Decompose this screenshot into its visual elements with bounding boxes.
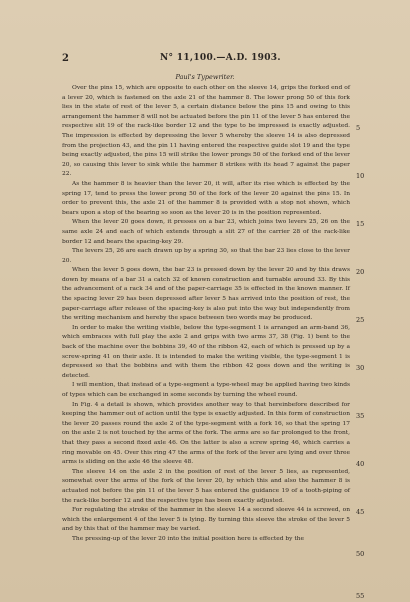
paragraph: The levers 25, 26 are each drawn up by a spring 30, so that the bar 23 lies close to the lever 20. bbox=[62, 248, 350, 264]
paragraph: Over the pins 15, which are opposite to each other on the sleeve 14, grips the forked end of a lever 20, which is fastened on the axle 21 of the hammer 8. The lower prong 50 of this fork lies in the state of rest of the lever 5, a certain distance below the pins 15 and owing to this arrangement the hammer 8 will not be actuated before the pin 11 of the lever 5 has entered the respective slit 19 of the rack-like border 12 and the type to be impressed is exactly adjusted. The impression is effected by depressing the lever 5 whereby the sleeve 14 is also depressed from the projection 43, and the pin 11 having entered the respective guide slot 19 and the type being exactly adjusted, the pins 15 will strike the lower prongs 50 of the forked end of the lever 20, so causing this lever to sink while the hammer 8 strikes with its head 7 against the paper 22. bbox=[62, 85, 350, 178]
page-number: 2 bbox=[62, 53, 69, 64]
paragraph: For regulating the stroke of the hammer in the sleeve 14 a second sleeve 44 is screwed, on which the enlargement 4 of the lever 5 is lying. By turning this sleeve the stroke of the lever 5 and by this that of the hammer may be varied. bbox=[62, 507, 350, 533]
body-text bbox=[62, 84, 350, 545]
paragraph: The pressing-up of the lever 20 into the initial position here is effected by the bbox=[72, 535, 304, 542]
paragraph: In Fig. 4 a detail is shown, which provides another way to that hereinbefore described for keeping the hammer out of action until the type is exactly adjusted. In this form of construction the lever 20 passes round the axle 2 of the type-segment with a fork 16, so that the spring 17 on the axle 2 is not touched by the arms of the fork. The arms are so far prolonged to the front, that they pass a second fixed axle 46. On the latter is also a screw spring 46, which carries a ring movable on 45. Over this ring 47 the arms of the fork of the lever are lying and over three arms is sliding on the axle 46 the sleeve 48. bbox=[62, 401, 350, 466]
paragraph: I will mention, that instead of a type-segment a type-wheel may be applied having two kinds of types which can be exchanged in some seconds by turning the wheel round. bbox=[62, 382, 350, 398]
line-number: 15 bbox=[356, 220, 365, 228]
paragraph: When the lever 5 goes down, the bar 23 is pressed down by the lever 20 and by this draws down by means of a bar 31 a catch 32 of known construction and turnable around 33. By this the advancement of a rack 34 and of the paper-carriage 35 is effected in the known manner. If the spacing lever 29 has been depressed after lever 5 has arrived into the position of rest, the paper-carriage after release of the spacing-key is also put into the way but independently from the writing mechanism and hereby the space between two words may be produced. bbox=[62, 267, 350, 322]
line-number: 20 bbox=[356, 268, 365, 276]
line-number: 40 bbox=[356, 460, 365, 468]
line-number: 5 bbox=[356, 124, 361, 132]
line-number: 35 bbox=[356, 412, 365, 420]
line-number: 55 bbox=[356, 592, 365, 600]
patent-number: N° 11,100.—A.D. 1903. bbox=[160, 53, 281, 63]
line-number: 25 bbox=[356, 316, 365, 324]
paragraph: As the hammer 8 is heavier than the lever 20, it will, after its rise which is effected by the spring 17, tend to press the lower prong 50 of the fork of the lever 20 against the pins 15. In order to prevent this, the axle 21 of the hammer 8 is provided with a stop not shown, which bears upon a stop of the bearing so soon as the lever 20 is in the position represented. bbox=[62, 180, 350, 216]
paragraph: In order to make the writing visible, below the type-segment 1 is arranged an arm-band 36, which embraces with full play the axle 2 and grips with two arms 37, 38 (Fig. 1) bent to the back of the machine over the bobbins 39, 40 of the ribbon 42, each of which is pressed up by a screw-spring 41 on their axle. It is intended to make the writing visible, the type-segment 1 is depressed so that the bobbins and with them the ribbon 42 goes down and the writing is detected. bbox=[62, 324, 350, 379]
line-number: 30 bbox=[356, 364, 365, 372]
line-number: 10 bbox=[356, 172, 365, 180]
paragraph: When the lever 20 goes down, it presses on a bar 23, which joins two levers 25, 26 on the same axle 24 and each of which extends through a slit 27 of the carrier 28 of the rack-like border 12 and bears the spacing-key 29. bbox=[62, 219, 350, 245]
line-number: 45 bbox=[356, 508, 365, 516]
running-title: Paul's Typewriter. bbox=[175, 73, 235, 81]
paragraph: The sleeve 14 on the axle 2 in the position of rest of the lever 5 lies, as represented, somewhat over the arms of the fork of the lever 20, by which this and also the hammer 8 is actuated not before the pin 11 of the lever 5 has entered the guidance 19 of a tooth-piping of the rack-like border 12 and the respective type has been exactly adjusted. bbox=[62, 468, 350, 504]
page-header bbox=[62, 53, 370, 67]
line-number: 50 bbox=[356, 550, 365, 558]
line-number-margin bbox=[356, 84, 376, 600]
